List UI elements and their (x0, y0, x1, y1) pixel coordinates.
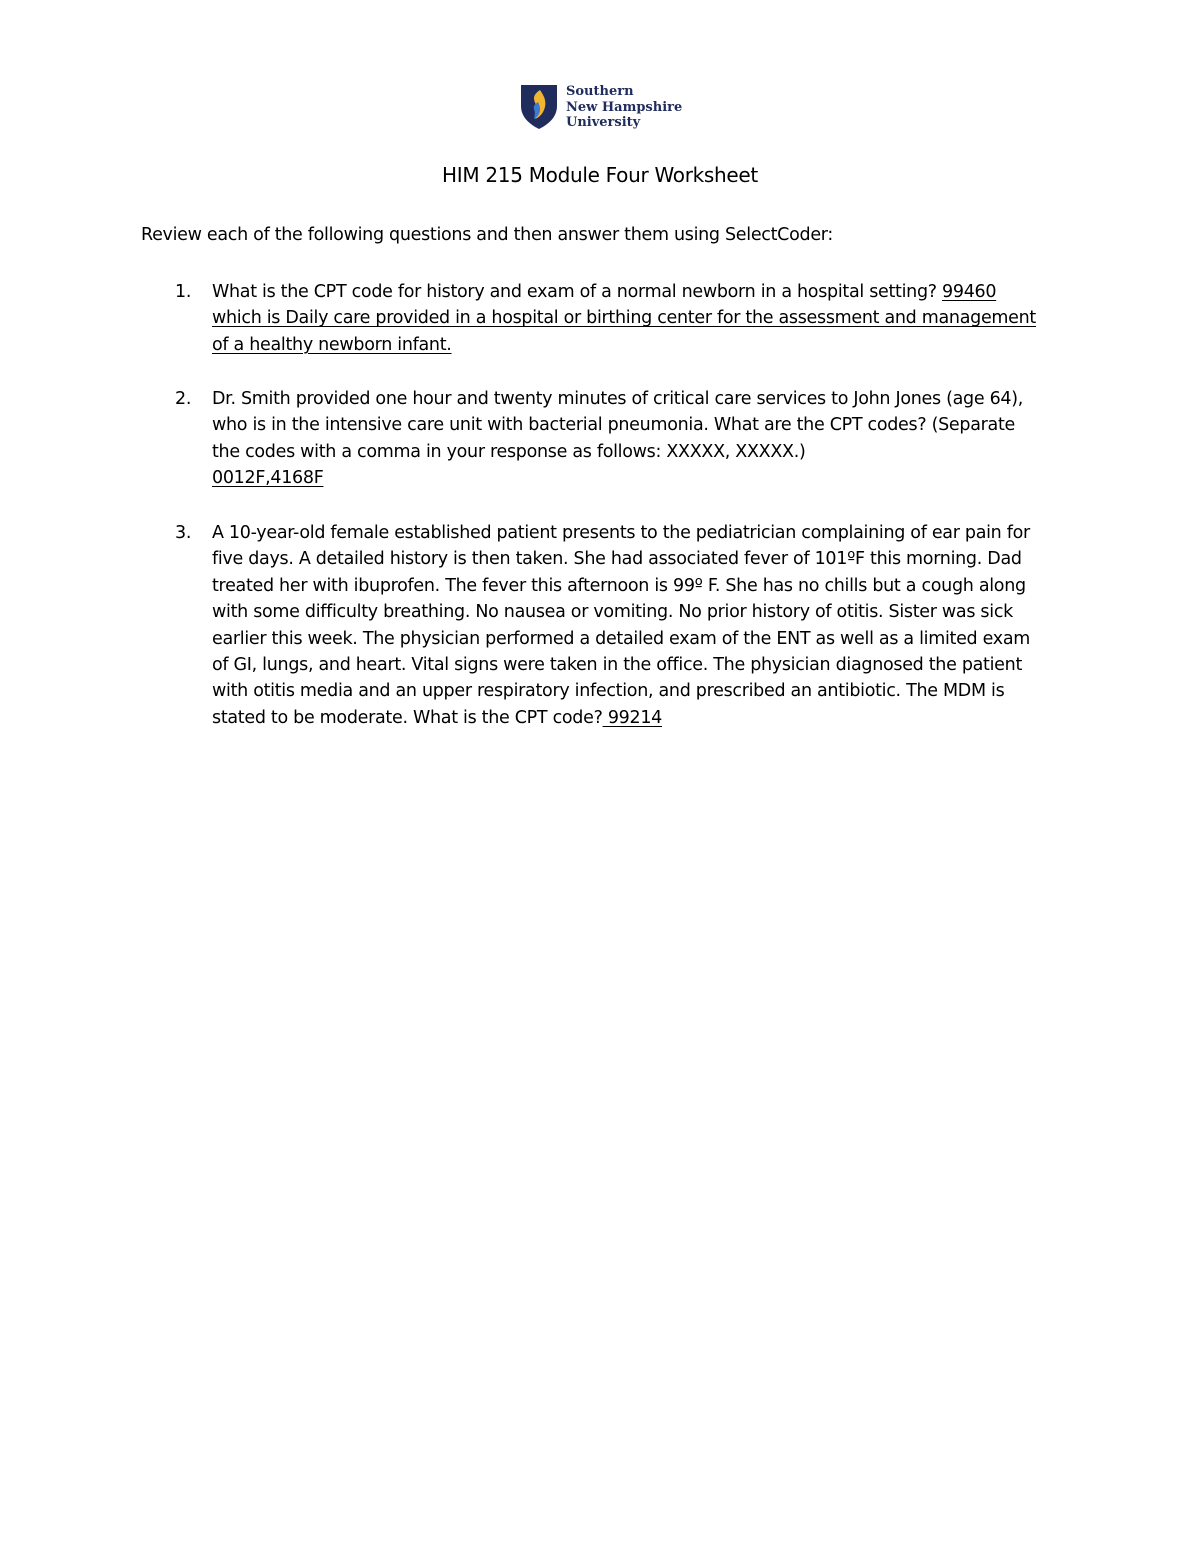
logo-line-2: New Hampshire (566, 99, 683, 115)
question-line: A 10-year-old female established patient presents to the pediatrician complaining of ear pain for (212, 523, 1030, 543)
answer-line: which is Daily care provided in a hospital or birthing center for the assessment and management (212, 308, 1036, 329)
question-line: with otitis media and an upper respiratory infection, and prescribed an antibiotic. The MDM is (212, 681, 1005, 702)
question-text: stated to be moderate. What is the CPT code? (212, 707, 603, 728)
snhu-wordmark (566, 84, 682, 131)
logo-line-1: Southern (566, 84, 634, 99)
answer-text: 0012F,4168F (212, 468, 324, 489)
question-line: earlier this week. The physician performed a detailed exam of the ENT as well as a limited exam (212, 628, 1031, 649)
question-body (212, 520, 1065, 731)
question-line: of GI, lungs, and heart. Vital signs were taken in the office. The physician diagnosed the patient (212, 654, 1023, 675)
snhu-shield-icon (520, 84, 558, 130)
question-body (212, 386, 1065, 492)
question-number: 3. (175, 523, 192, 543)
question-line: with some difficulty breathing. No nausea or vomiting. No prior history of otitis. Sister was sick (212, 602, 1013, 623)
question-text: What is the CPT code for history and exam of a normal newborn in a hospital setting? (212, 282, 943, 302)
question-line: who is in the intensive care unit with bacterial pneumonia. What are the CPT codes? (Separate (212, 415, 1015, 436)
question-line (212, 279, 1065, 305)
page-title: HIM 215 Module Four Worksheet (442, 163, 758, 187)
question-number: 2. (175, 389, 192, 409)
question-line (212, 705, 1065, 731)
snhu-logo (520, 84, 682, 132)
question-number: 1. (175, 282, 192, 302)
question-body (212, 279, 1065, 358)
question-line: treated her with ibuprofen. The fever this afternoon is 99º F. She has no chills but a cough along (212, 575, 1026, 596)
question-line: the codes with a comma in your response as follows: XXXXX, XXXXX.) (212, 441, 806, 462)
answer-line: of a healthy newborn infant. (212, 334, 452, 355)
question-line: Dr. Smith provided one hour and twenty minutes of critical care services to John Jones (age 64), (212, 389, 1024, 409)
question-line: five days. A detailed history is then taken. She had associated fever of 101ºF this morning. Dad (212, 549, 1022, 570)
logo-line-3: University (566, 115, 641, 130)
instructions: Review each of the following questions and then answer them using SelectCoder: (141, 225, 833, 245)
answer-text: 99460 (942, 282, 997, 302)
answer-text: 99214 (602, 707, 662, 728)
answer-line (212, 465, 1065, 491)
